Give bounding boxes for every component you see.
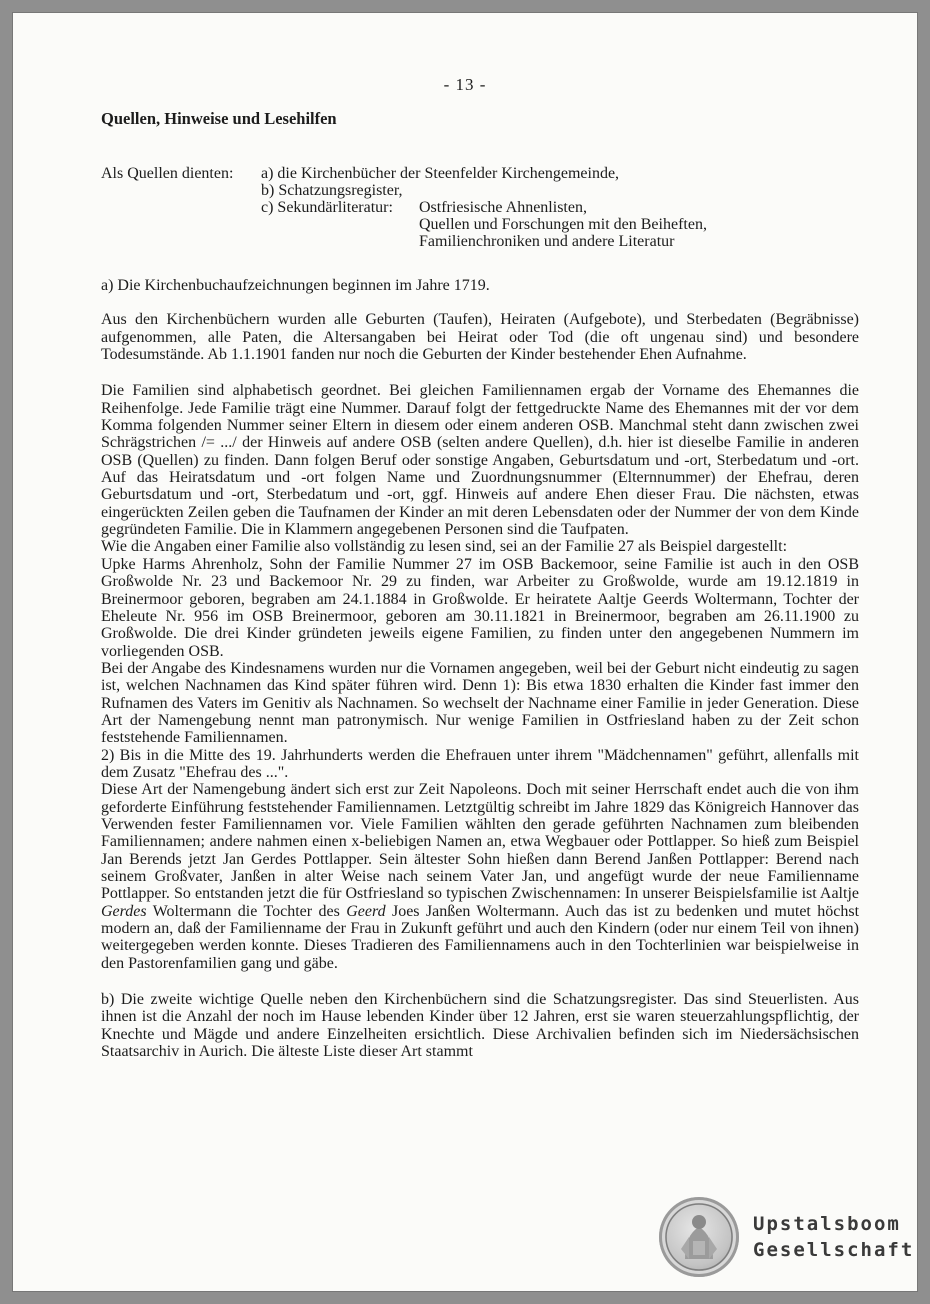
document-page: [13, 13, 917, 1291]
source-c: [261, 199, 707, 250]
logo-text: Upstalsboom Gesellschaft: [753, 1213, 915, 1261]
section-heading: Quellen, Hinweise und Lesehilfen: [101, 109, 337, 128]
source-c-item-3: Familienchroniken und andere Literatur: [419, 233, 675, 250]
sources-lead: Als Quellen dienten:: [101, 165, 234, 182]
source-c-item-1: Ostfriesische Ahnenlisten,: [419, 199, 587, 216]
sources-list: [101, 165, 861, 250]
paragraph-ehefrauen: 2) Bis in die Mitte des 19. Jahrhunderts werden die Ehefrauen unter ihrem "Mädchennamen" geführt, allenfalls mit dem Zusatz "Ehefrau des ...".: [101, 746, 859, 781]
seal-icon: [659, 1197, 739, 1277]
source-c-item-2: Quellen und Forschungen mit den Beiheften,: [419, 216, 707, 233]
source-a: a) die Kirchenbücher der Steenfelder Kirchengemeinde,: [261, 165, 620, 182]
source-row-a: [101, 165, 861, 182]
paragraph-beispiel: Upke Harms Ahrenholz, Sohn der Familie Nummer 27 im OSB Backemoor, seine Familie ist auch in den OSB Großwolde Nr. 23 und Backemoor Nr. 29 zu finden, war Arbeiter zu Großwolde, wurde am 19.12.1819 in Breinermoor geboren, begraben am 24.1.1884 in Großwolde. Er heiratete Aaltje Geerds Woltermann, Tochter der Eheleute Nr. 956 im OSB Breinermoor, geboren am 30.11.1821 in Breinermoor, begraben am 26.11.1900 zu Großwolde. Die drei Kinder gründeten jeweils eigene Familien, zu finden unter den angegebenen Nummern im vorliegenden OSB.: [101, 555, 859, 660]
paragraph-kirchenbuch-start: a) Die Kirchenbuchaufzeichnungen beginnen im Jahre 1719.: [101, 277, 490, 294]
upstalsboom-logo: [659, 1197, 914, 1277]
italic-geerd: Geerd: [346, 902, 386, 920]
paragraph-kirchenbuecher: Aus den Kirchenbüchern wurden alle Geburten (Taufen), Heiraten (Aufgebote), und Sterbedaten (Begräbnisse) aufgenommen, alle Paten, die Altersangaben bei Heirat oder Tod (die oft ungenau sind) und besondere Todesumstände. Ab 1.1.1901 fanden nur noch die Geburten der Kinder bestehender Ehen Aufnahme.: [101, 311, 859, 364]
source-b: b) Schatzungsregister,: [261, 182, 403, 199]
source-c-lead: c) Sekundärliteratur:: [261, 199, 393, 216]
page-number: - 13 -: [443, 75, 487, 94]
italic-gerdes: Gerdes: [101, 902, 147, 920]
paragraph-kindesnamen: Bei der Angabe des Kindesnamens wurden nur die Vornamen angegeben, weil bei der Geburt nicht eindeutig zu sagen ist, welchen Nachnamen das Kind später führen wird. Denn 1): Bis etwa 1830 erhalten die Kinder fast immer den Rufnamen des Vaters im Genitiv als Nachnamen. So wechselt der Nachname einer Familie in jeder Generation. Diese Art der Namengebung nennt man patronymisch. Nur wenige Familien in Ostfriesland haben zu der Zeit schon feststehende Familiennamen.: [101, 659, 859, 747]
paragraph-schatzungsregister: b) Die zweite wichtige Quelle neben den Kirchenbüchern sind die Schatzungsregister. Das sind Steuerlisten. Aus ihnen ist die Anzahl der noch im Hause lebenden Kinder über 12 Jahren, erst sie waren steuerzahlungspflichtig, der Knechte und Mägde und andere Einzelheiten ersichtlich. Diese Archivalien befinden sich im Niedersächsischen Staatsarchiv in Aurich. Die älteste Liste dieser Art stammt: [101, 991, 859, 1061]
paragraph-familien: Die Familien sind alphabetisch geordnet. Bei gleichen Familiennamen ergab der Vorname des Ehemannes die Reihenfolge. Jede Familie trägt eine Nummer. Darauf folgt der fettgedruckte Name des Ehemannes mit der vor dem Komma folgenden Nummer seiner Eltern in diesem oder einem anderen OSB. Manchmal steht dann zwischen zwei Schrägstrichen /= .../ der Hinweis auf andere OSB (selten andere Quellen), d.h. hier ist dieselbe Familie in anderen OSB (Quellen) zu finden. Dann folgen Beruf oder sonstige Angaben, Geburtsdatum und -ort, Sterbedatum und -ort. Auf das Heiratsdatum und -ort folgen Name und Zuordnungsnummer (Elternnummer) der Ehefrau, deren Geburtsdatum und -ort, Sterbedatum und -ort, ggf. Hinweis auf andere Ehen dieser Frau. Die nächsten, etwas eingerückten Zeilen geben die Taufnamen der Kinder an mit deren Lebensdaten oder der Nummer der von dem Kinde gegründeten Familie. Die in Klammern angegebenen Personen sind die Taufpaten.: [101, 382, 859, 539]
body-text: [101, 277, 859, 1060]
paragraph-beispiel-intro: Wie die Angaben einer Familie also vollständig zu lesen sind, sei an der Familie 27 als Beispiel dargestellt:: [101, 538, 788, 556]
source-row-b: [101, 182, 861, 199]
paragraph-namengebung: Diese Art der Namengebung ändert sich erst zur Zeit Napoleons. Doch mit seiner Herrschaft endet auch die von ihm geforderte Einführung feststehender Familiennamen. Letztgültig schreibt im Jahre 1829 das Königreich Hannover das Verwenden fester Familiennamen vor. Viele Familien wählten den gerade geführten Nachnamen zum bleibenden Familiennamen; andere nahmen einen x-beliebigen Namen an, etwa Wegbauer oder Pottlapper. So hieß zum Beispiel Jan Berends jetzt Jan Gerdes Pottlapper. Sein ältester Sohn hießen dann Berend Janßen Pottlapper: Berend nach seinem Großvater, Janßen in alter Weise nach seinem Vater Jan, und angefügt wurde der neue Familienname Pottlapper. So entstanden jetzt die für Ostfriesland so typischen Zwischennamen: In unserer Beispielsfamilie ist Aaltje Gerdes Woltermann die Tochter des Geerd Joes Janßen Woltermann. Auch das ist zu bedenken und mutet höchst modern an, daß der Familienname der Frau in Zukunft geführt und auch den Kindern (oder nur einem Teil von ihnen) weitergegeben werden konnte. Dieses Tradieren des Familiennamens auch in den Tochterlinien war beispielweise in den Pastorenfamilien gang und gäbe.: [101, 781, 860, 972]
source-row-c: [101, 199, 861, 250]
